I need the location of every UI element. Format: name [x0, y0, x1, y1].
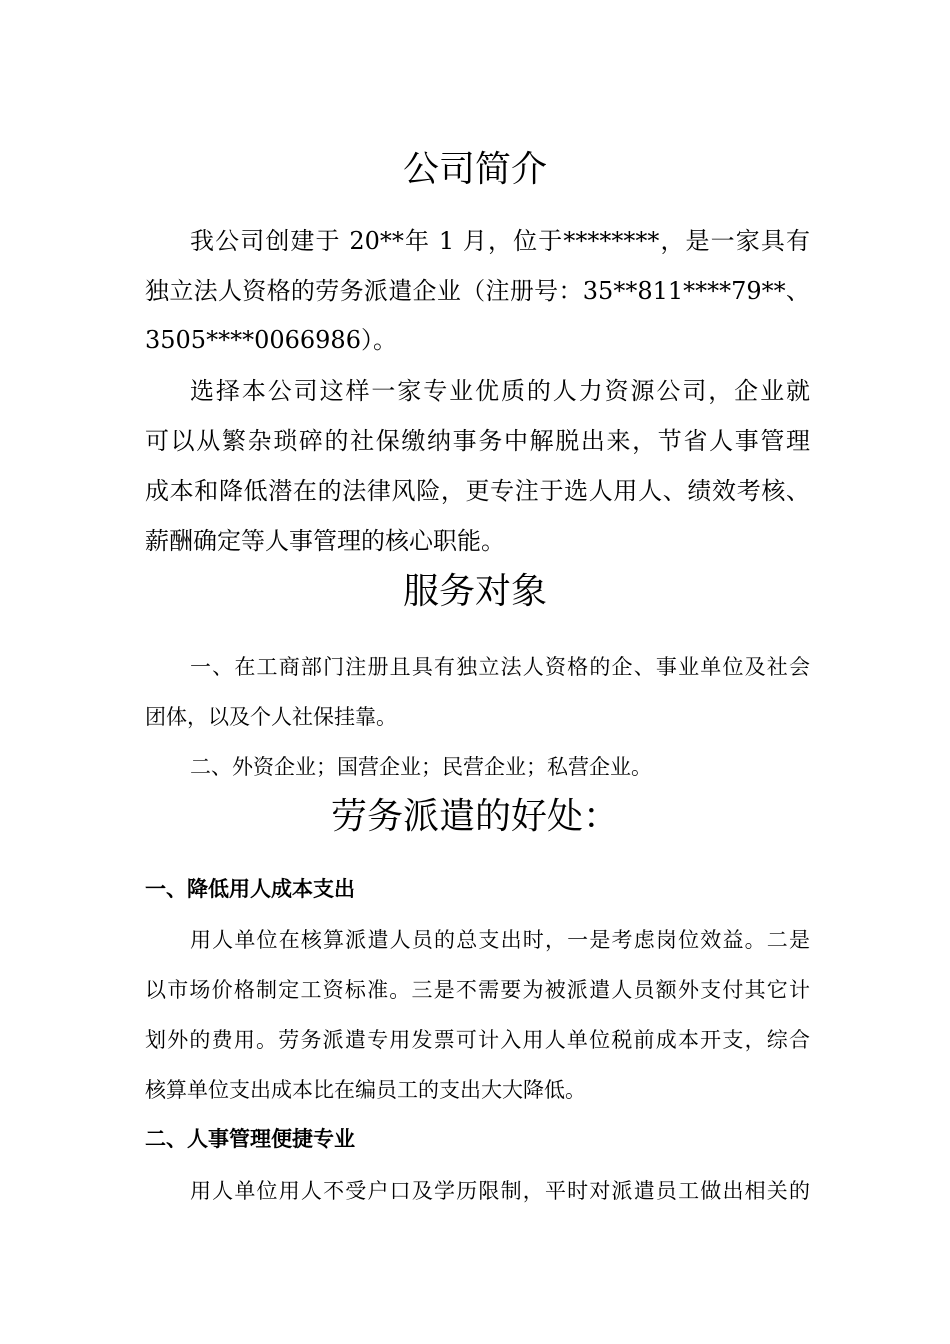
benefit-para1-line: 以市场价格制定工资标准。三是不需要为被派遣人员额外支付其它计	[145, 978, 810, 1002]
intro-para2-line: 可以从繁杂琐碎的社保缴纳事务中解脱出来，节省人事管理	[145, 427, 810, 455]
service-item1-line: 一、在工商部门注册且具有独立法人资格的企、事业单位及社会	[190, 655, 810, 679]
intro-para2-line: 成本和降低潜在的法律风险，更专注于选人用人、绩效考核、	[145, 477, 810, 505]
benefits-title: 劳务派遣的好处：	[330, 796, 619, 837]
benefit-para1-line: 用人单位在核算派遣人员的总支出时，一是考虑岗位效益。二是	[190, 928, 810, 952]
intro-para2-line: 薪酬确定等人事管理的核心职能。	[145, 527, 505, 555]
benefit-para2-line: 用人单位用人不受户口及学历限制，平时对派遣员工做出相关的	[190, 1179, 810, 1203]
benefit-para1-line: 核算单位支出成本比在编员工的支出大大降低。	[145, 1078, 586, 1102]
service-targets-title: 服务对象	[402, 571, 547, 612]
company-intro-title: 公司简介	[402, 149, 547, 190]
intro-para1-line: 3505****0066986）。	[145, 326, 397, 354]
intro-para2-line: 选择本公司这样一家专业优质的人力资源公司，企业就	[190, 377, 810, 405]
intro-para1-line: 独立法人资格的劳务派遣企业（注册号：35**811****79**、	[145, 277, 810, 305]
benefit-heading-2: 二、人事管理便捷专业	[145, 1127, 355, 1151]
service-item2-line: 二、外资企业；国营企业；民营企业；私营企业。	[190, 755, 652, 779]
service-item1-line: 团体，以及个人社保挂靠。	[145, 705, 397, 729]
intro-para1-line: 我公司创建于 20**年 1 月，位于********，是一家具有	[190, 227, 810, 255]
benefit-para1-line: 划外的费用。劳务派遣专用发票可计入用人单位税前成本开支，综合	[145, 1028, 810, 1052]
benefit-heading-1: 一、降低用人成本支出	[145, 877, 355, 901]
